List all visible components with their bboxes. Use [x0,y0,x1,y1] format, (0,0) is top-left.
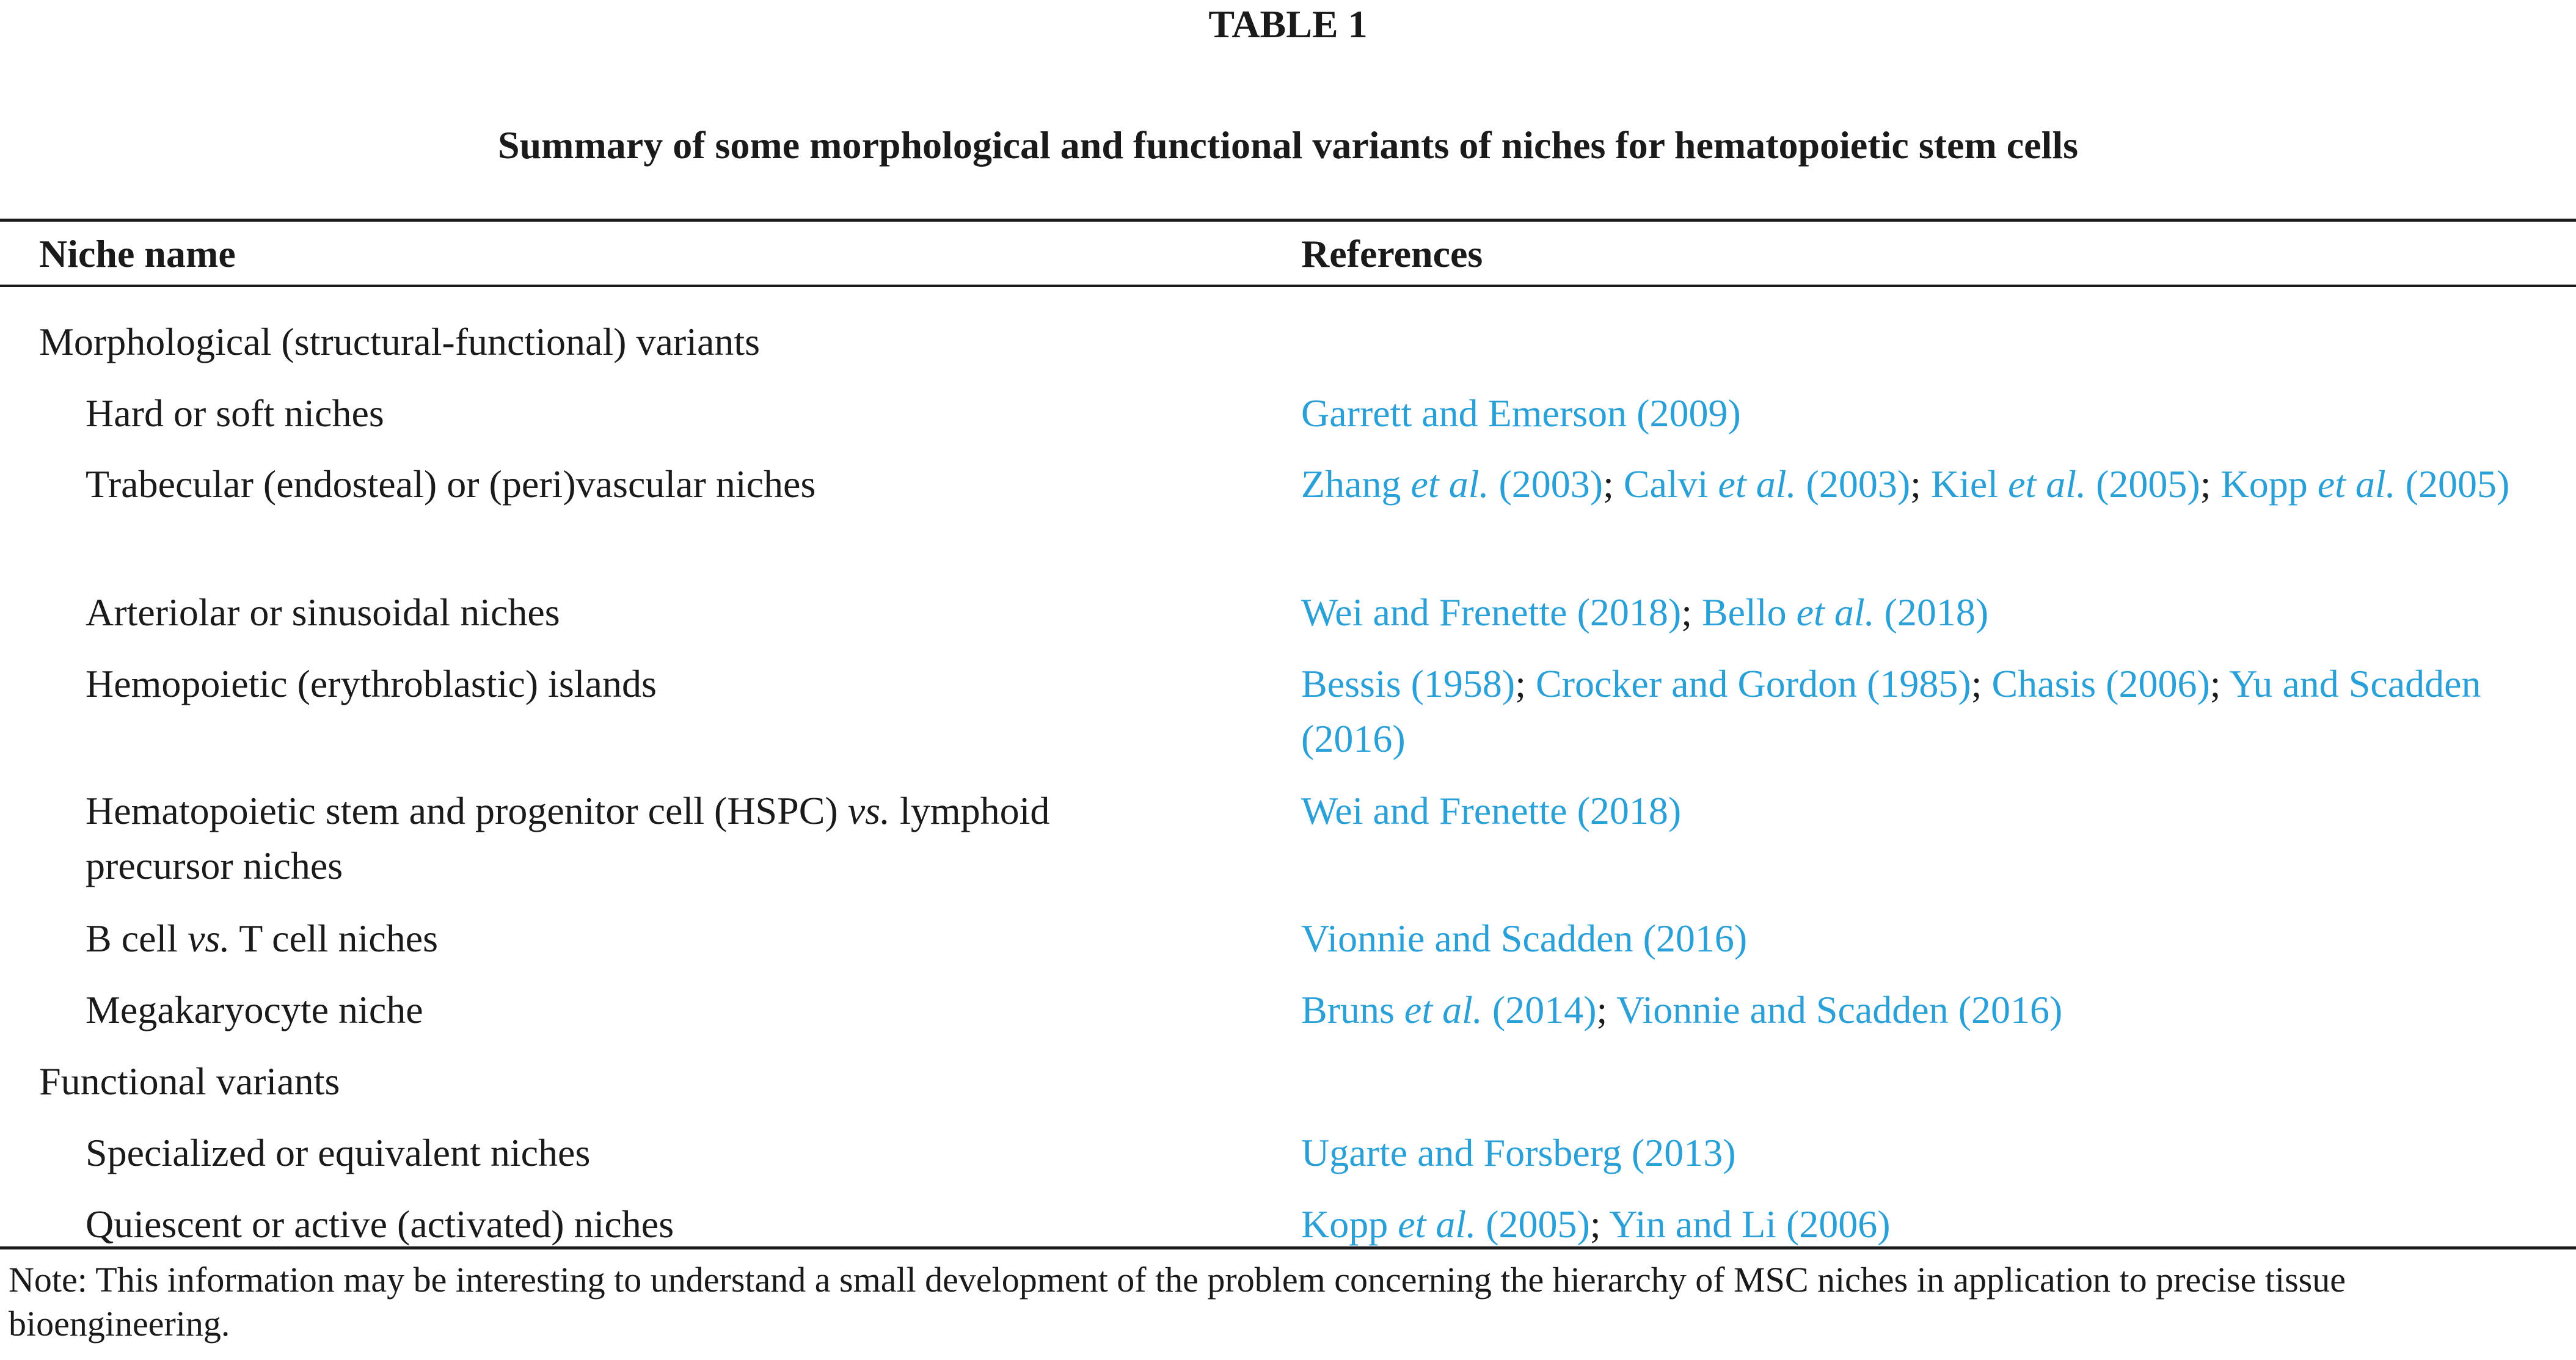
group-title-functional: Functional variants [39,1060,340,1103]
niche-name-continued: precursor niches [86,844,343,887]
reference-link[interactable]: Bello et al. (2018) [1701,591,1989,634]
table-label: TABLE 1 [1208,2,1368,46]
table-top-rule [0,219,2576,222]
niche-name: Trabecular (endosteal) or (peri)vascular niches [86,462,816,506]
reference-link[interactable]: Zhang et al. (2003) [1301,462,1604,506]
references-cell [1301,983,2553,1038]
niche-name: Hard or soft niches [86,391,384,435]
references-cell [1301,585,2553,640]
references-cell [1301,1125,2553,1180]
header-niche-name: Niche name [39,232,236,275]
reference-separator: ; [1596,988,1617,1031]
niche-name: Quiescent or active (activated) niches [86,1202,674,1246]
references-cell [1301,656,2553,766]
niche-name: Megakaryocyte niche [86,988,423,1031]
niche-name: Arteriolar or sinusoidal niches [86,591,560,634]
reference-link[interactable]: Kopp et al. (2005) [2220,462,2510,506]
reference-link[interactable]: Wei and Frenette (2018) [1301,591,1682,634]
reference-separator: ; [1681,591,1702,634]
reference-link[interactable]: Calvi et al. (2003) [1623,462,1911,506]
reference-separator: ; [1589,1202,1610,1246]
reference-link[interactable]: Yu and Scadden (2016) [1301,662,2481,760]
reference-link[interactable]: Garrett and Emerson (2009) [1301,391,1741,435]
reference-link[interactable]: Chasis (2006) [1991,662,2210,705]
reference-link[interactable]: Kiel et al. (2005) [1930,462,2200,506]
references-cell [1301,386,2553,441]
niche-name: Hematopoietic stem and progenitor cell (HSPC) vs. lymphoid [86,789,1050,832]
table-note: Note: This information may be interesting to understand a small development of the problem concerning the hierarchy of MSC niches in application to precise tissue bioengineering. [9,1260,2346,1344]
table-bottom-rule [0,1246,2576,1249]
niche-name: Hemopoietic (erythroblastic) islands [86,662,657,705]
references-cell [1301,1197,2553,1252]
reference-link[interactable]: Bessis (1958) [1301,662,1516,705]
reference-link[interactable]: Crocker and Gordon (1985) [1536,662,1971,705]
niche-name: B cell vs. T cell niches [86,917,439,960]
niche-name: Specialized or equivalent niches [86,1131,591,1174]
header-references: References [1301,232,1483,275]
reference-separator: ; [2200,462,2221,506]
table-header-rule [0,285,2576,287]
reference-link[interactable]: Kopp et al. (2005) [1301,1202,1590,1246]
references-cell [1301,784,2553,838]
reference-link[interactable]: Bruns et al. (2014) [1301,988,1597,1031]
reference-link[interactable]: Vionnie and Scadden (2016) [1616,988,2063,1031]
reference-link[interactable]: Vionnie and Scadden (2016) [1301,917,1748,960]
reference-separator: ; [2209,662,2230,705]
references-cell [1301,457,2553,512]
reference-separator: ; [1603,462,1624,506]
group-title-morphological: Morphological (structural-functional) variants [39,320,761,363]
reference-link[interactable]: Wei and Frenette (2018) [1301,789,1682,832]
table-caption: Summary of some morphological and functional variants of niches for hematopoietic stem cells [497,123,2079,167]
reference-link[interactable]: Yin and Li (2006) [1609,1202,1891,1246]
reference-separator: ; [1971,662,1992,705]
reference-separator: ; [1910,462,1931,506]
reference-separator: ; [1515,662,1536,705]
references-cell [1301,911,2553,966]
reference-link[interactable]: Ugarte and Forsberg (2013) [1301,1131,1736,1174]
